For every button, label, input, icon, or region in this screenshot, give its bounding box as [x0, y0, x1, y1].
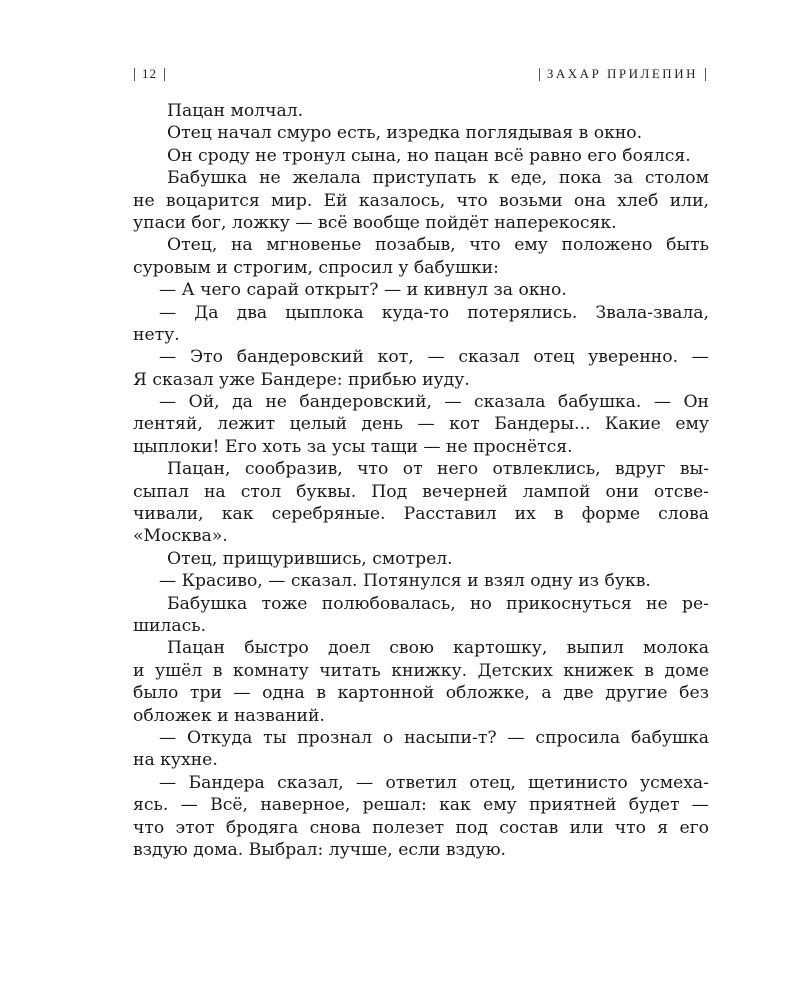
author-header	[538, 66, 707, 83]
text-line: Он сроду не тронул сына, но пацан всё равно его боялся.	[167, 145, 691, 166]
text-line: «Москва».	[133, 526, 228, 547]
text-line: Пацан, сообразив, что от него отвлеклись, вдруг вы-	[167, 459, 709, 480]
text-line: Бабушка не желала приступать к еде, пока за столом	[167, 168, 709, 189]
header-separator: |	[133, 66, 137, 82]
text-line: Пацан быстро доел свою картошку, выпил молока	[167, 638, 709, 659]
text-line: — Бандера сказал, — ответил отец, щетинисто усмеха-	[159, 772, 709, 793]
text-line: лентяй, лежит целый день — кот Бандеры... Какие ему	[133, 414, 709, 435]
running-header	[133, 66, 707, 88]
text-line: Отец, прищурившись, смотрел.	[167, 548, 453, 569]
text-line: не воцарится мир. Ей казалось, что возьми она хлеб или,	[133, 190, 709, 211]
text-line: — Это бандеровский кот, — сказал отец уверенно. —	[159, 347, 709, 368]
header-separator: |	[537, 66, 541, 82]
text-line: чивали, как серебряные. Расставил их в форме слова	[133, 504, 709, 525]
author-name: ЗАХАР ПРИЛЕПИН	[546, 66, 698, 81]
page-number-header	[133, 66, 166, 83]
page-body-text	[133, 100, 709, 861]
text-line: шилась.	[133, 615, 207, 636]
text-line: — Да два цыплока куда-то потерялись. Звала-звала,	[159, 302, 709, 323]
text-line: что этот бродяга снова полезет под состав или что я его	[133, 817, 709, 838]
header-separator: |	[703, 66, 707, 82]
text-line: Пацан молчал.	[167, 101, 304, 121]
text-line: Отец начал смуро есть, изредка поглядывая в окно.	[167, 123, 643, 144]
text-line: — Ой, да не бандеровский, — сказала бабушка. — Он	[159, 392, 709, 413]
text-line: обложек и названий.	[133, 705, 325, 726]
text-line: нету.	[133, 324, 180, 345]
text-line: Отец, на мгновенье позабыв, что ему положено быть	[167, 235, 709, 256]
text-line: — Откуда ты прознал о насыпи-т? — спросила бабушка	[159, 727, 709, 748]
text-line: суровым и строгим, спросил у бабушки:	[133, 257, 499, 278]
text-line: Бабушка тоже полюбовалась, но прикоснуться не ре-	[167, 593, 709, 614]
text-line: сыпал на стол буквы. Под вечерней лампой они отсве-	[133, 481, 709, 502]
text-line: и ушёл в комнату читать книжку. Детских книжек в доме	[133, 660, 709, 681]
text-line: Я сказал уже Бандере: прибью иуду.	[133, 369, 470, 390]
text-line: ясь. — Всё, наверное, решал: как ему приятней будет —	[133, 795, 709, 816]
text-line: цыплоки! Его хоть за усы тащи — не проснётся.	[133, 436, 573, 457]
text-line: — Красиво, — сказал. Потянулся и взял одну из букв.	[159, 571, 651, 592]
header-separator: |	[163, 66, 167, 82]
text-line: на кухне.	[133, 750, 218, 771]
text-line: — А чего сарай открыт? — и кивнул за окно.	[159, 280, 567, 301]
text-line: вздую дома. Выбрал: лучше, если вздую.	[133, 839, 507, 860]
text-line: упаси бог, ложку — всё вообще пойдёт наперекосяк.	[133, 212, 617, 233]
text-line: было три — одна в картонной обложке, а две другие без	[133, 683, 709, 704]
page-number: 12	[142, 66, 158, 81]
